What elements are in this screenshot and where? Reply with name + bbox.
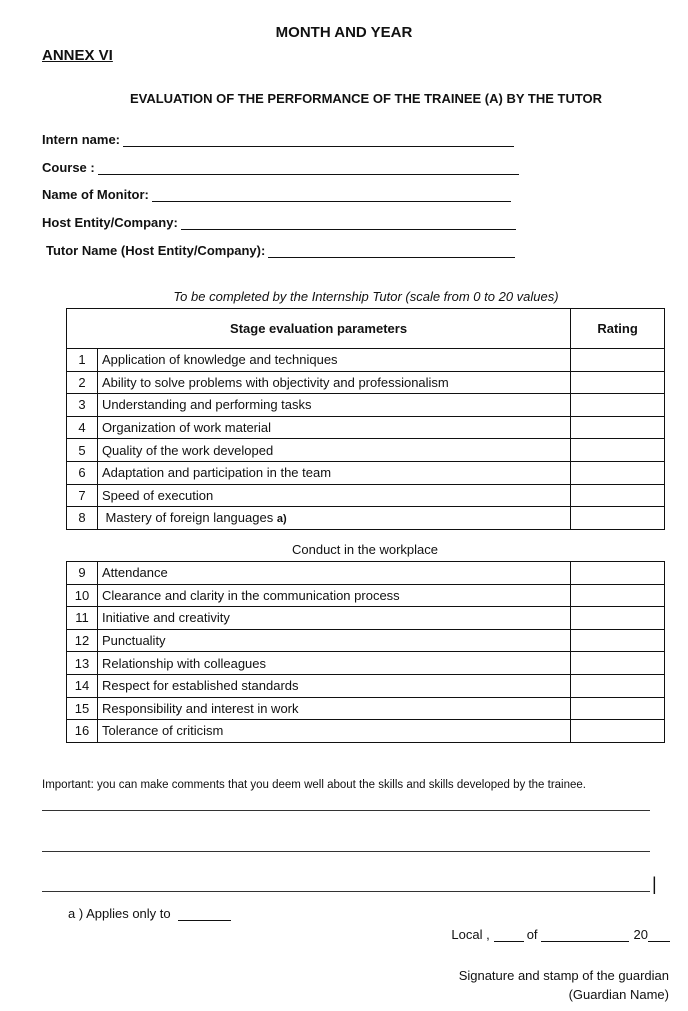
row-parameter: Initiative and creativity: [97, 607, 570, 630]
table-header-row: [67, 309, 665, 349]
row-parameter: Quality of the work developed: [97, 439, 570, 462]
conduct-table: [66, 561, 665, 743]
table-row: [67, 652, 665, 675]
rating-header: Rating: [571, 309, 665, 349]
row-parameter: Organization of work material: [97, 416, 570, 439]
row-parameter: Clearance and clarity in the communication process: [97, 584, 570, 607]
row-parameter: Adaptation and participation in the team: [97, 461, 570, 484]
footnote-marker: a): [276, 513, 287, 526]
text-cursor-bar: |: [652, 874, 657, 894]
row-number: 8: [67, 507, 98, 530]
row-parameter: Speed of execution: [97, 484, 570, 507]
table-row: [67, 416, 665, 439]
footnote: [68, 906, 231, 921]
parameters-header: Stage evaluation parameters: [67, 309, 571, 349]
table-row: [67, 394, 665, 417]
row-number: 6: [67, 461, 98, 484]
comment-line[interactable]: [42, 810, 650, 811]
intern-name-field[interactable]: [42, 132, 514, 147]
course-field[interactable]: [42, 160, 519, 175]
row-number: 3: [67, 394, 98, 417]
rating-cell[interactable]: [571, 674, 665, 697]
rating-cell[interactable]: [571, 439, 665, 462]
tutor-name-field[interactable]: [46, 243, 515, 258]
table-row: [67, 439, 665, 462]
year-prefix: 20: [633, 927, 648, 942]
rating-cell[interactable]: [571, 416, 665, 439]
rating-cell[interactable]: [571, 461, 665, 484]
monitor-name-label: Name of Monitor:: [42, 187, 149, 202]
table-row: [67, 484, 665, 507]
row-number: 5: [67, 439, 98, 462]
row-parameter: [97, 507, 570, 530]
rating-cell[interactable]: [571, 484, 665, 507]
row-number: 7: [67, 484, 98, 507]
footnote-blank[interactable]: [178, 910, 231, 921]
table-row: [67, 607, 665, 630]
host-entity-label: Host Entity/Company:: [42, 215, 178, 230]
row-parameter: Understanding and performing tasks: [97, 394, 570, 417]
comment-line[interactable]: [42, 891, 650, 892]
row-parameter: Application of knowledge and techniques: [97, 349, 570, 372]
table-row: [67, 507, 665, 530]
course-label: Course :: [42, 160, 95, 175]
row-parameter: Relationship with colleagues: [97, 652, 570, 675]
table-row: [67, 629, 665, 652]
row-number: 11: [67, 607, 98, 630]
signature-block: [459, 966, 669, 1004]
row-number: 10: [67, 584, 98, 607]
rating-cell[interactable]: [571, 371, 665, 394]
row-parameter-text: Mastery of foreign languages: [101, 510, 274, 526]
row-parameter: Responsibility and interest in work: [97, 697, 570, 720]
signature-label: Signature and stamp of the guardian: [458, 968, 669, 983]
row-parameter: Ability to solve problems with objectivity and professionalism: [97, 371, 570, 394]
table-row: [67, 720, 665, 743]
table-row: [67, 562, 665, 585]
rating-cell[interactable]: [571, 697, 665, 720]
row-parameter: Respect for established standards: [97, 674, 570, 697]
local-label: Local ,: [451, 927, 490, 942]
date-line: [451, 927, 670, 942]
table-row: [67, 349, 665, 372]
monitor-name-line[interactable]: [152, 189, 511, 202]
important-note: Important: you can make comments that you deem well about the skills and skills developed by the trainee.: [42, 779, 586, 791]
rating-cell[interactable]: [571, 394, 665, 417]
row-parameter: Attendance: [97, 562, 570, 585]
annex-label: ANNEX VI: [42, 47, 113, 64]
host-entity-line[interactable]: [181, 217, 516, 230]
intern-name-line[interactable]: [123, 134, 514, 147]
row-number: 15: [67, 697, 98, 720]
intern-name-label: Intern name:: [42, 132, 121, 147]
month-year-heading: MONTH AND YEAR: [275, 24, 413, 41]
table-row: [67, 674, 665, 697]
table-row: [67, 461, 665, 484]
tutor-name-label: Tutor Name (Host Entity/Company):: [46, 243, 266, 258]
guardian-name-label: (Guardian Name): [568, 987, 669, 1002]
rating-cell[interactable]: [571, 584, 665, 607]
rating-cell[interactable]: [571, 507, 665, 530]
row-number: 9: [67, 562, 98, 585]
month-blank[interactable]: [541, 931, 629, 942]
row-number: 12: [67, 629, 98, 652]
day-blank[interactable]: [494, 931, 524, 942]
rating-cell[interactable]: [571, 562, 665, 585]
row-number: 4: [67, 416, 98, 439]
comment-line[interactable]: [42, 851, 650, 852]
row-number: 1: [67, 349, 98, 372]
row-parameter: Tolerance of criticism: [97, 720, 570, 743]
row-number: 16: [67, 720, 98, 743]
footnote-text: a ) Applies only to: [68, 906, 171, 921]
table-caption: To be completed by the Internship Tutor (scale from 0 to 20 values): [173, 289, 559, 304]
row-number: 14: [67, 674, 98, 697]
conduct-heading: Conduct in the workplace: [292, 542, 438, 557]
table-row: [67, 697, 665, 720]
of-label: of: [526, 927, 538, 942]
tutor-name-line[interactable]: [268, 245, 515, 258]
rating-cell[interactable]: [571, 720, 665, 743]
year-blank[interactable]: [648, 931, 670, 942]
row-parameter: Punctuality: [97, 629, 570, 652]
course-line[interactable]: [98, 162, 519, 175]
table-row: [67, 371, 665, 394]
monitor-name-field[interactable]: [42, 187, 511, 202]
table-row: [67, 584, 665, 607]
rating-cell[interactable]: [571, 349, 665, 372]
row-number: 13: [67, 652, 98, 675]
document-title: EVALUATION OF THE PERFORMANCE OF THE TRAINEE (A) BY THE TUTOR: [129, 91, 603, 106]
rating-cell[interactable]: [571, 629, 665, 652]
rating-cell[interactable]: [571, 652, 665, 675]
rating-cell[interactable]: [571, 607, 665, 630]
row-number: 2: [67, 371, 98, 394]
host-entity-field[interactable]: [42, 215, 516, 230]
evaluation-table: [66, 308, 665, 530]
